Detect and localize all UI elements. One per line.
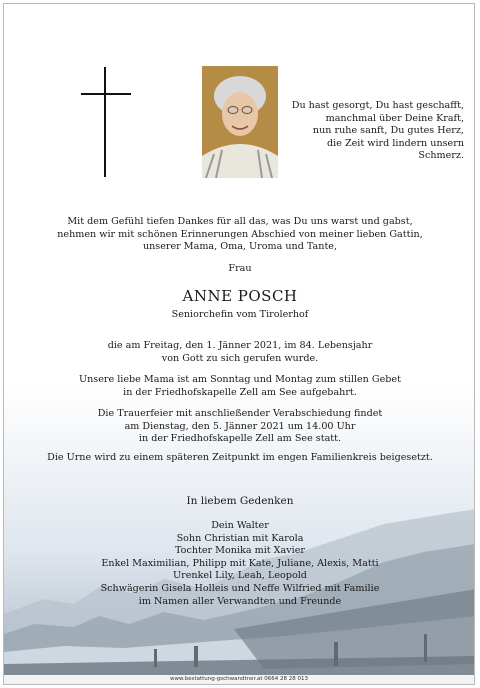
poem-line: manchmal über Deine Kraft, <box>325 112 464 124</box>
prayer-line: Unsere liebe Mama ist am Sonntag und Montag zum stillen Gebet <box>79 374 401 385</box>
portrait-photo <box>202 66 278 178</box>
prayer-line: in der Friedhofskapelle Zell am See aufgebahrt. <box>123 386 357 398</box>
deceased-name: ANNE POSCH <box>182 287 298 305</box>
family-line: Enkel Maximilian, Philipp mit Kate, Juliane, Alexis, Matti <box>101 557 379 569</box>
salutation: Frau <box>228 263 252 274</box>
intro-line: Mit dem Gefühl tiefen Dankes für all das, was Du uns warst und gabst, <box>67 216 413 227</box>
poem-line: nun ruhe sanft, Du gutes Herz, <box>312 125 464 137</box>
intro-line: nehmen wir mit schönen Erinnerungen Abschied von meiner lieben Gattin, <box>57 228 423 240</box>
footer-contact: www.bestattung-gschwandtner.at 0664 28 28 013 <box>4 675 474 684</box>
family-list <box>4 520 475 608</box>
family-line: Dein Walter <box>211 520 269 531</box>
funeral-line: Die Trauerfeier mit anschließender Verabschiedung findet <box>97 408 383 419</box>
family-line: Schwägerin Gisela Holleis und Neffe Wilfried mit Familie <box>100 582 380 594</box>
family-line: Sohn Christian mit Karola <box>176 532 304 544</box>
poem-line: Du hast gesorgt, Du hast geschafft, <box>291 100 464 111</box>
funeral-line: am Dienstag, den 5. Jänner 2021 um 14.00 Uhr <box>124 420 356 432</box>
funeral-line: in der Friedhofskapelle Zell am See statt. <box>138 433 342 445</box>
poem-line: die Zeit wird lindern unsern Schmerz. <box>327 137 464 162</box>
urn-notice: Die Urne wird zu einem späteren Zeitpunkt im engen Familienkreis beigesetzt. <box>47 452 433 463</box>
deceased-subtitle: Seniorchefin vom Tirolerhof <box>171 309 309 320</box>
intro-line: unserer Mama, Oma, Uroma und Tante, <box>142 241 338 253</box>
poem <box>284 100 464 163</box>
intro-text <box>4 216 475 254</box>
death-notice <box>4 340 475 365</box>
portrait-image <box>202 66 278 178</box>
family-line: Urenkel Lily, Leah, Leopold <box>173 570 307 582</box>
death-line: von Gott zu sich gerufen wurde. <box>161 352 319 364</box>
funeral-notice <box>4 408 475 446</box>
family-line: im Namen aller Verwandten und Freunde <box>138 595 342 607</box>
prayer-notice <box>4 374 475 399</box>
family-line: Tochter Monika mit Xavier <box>175 545 305 557</box>
death-line: die am Freitag, den 1. Jänner 2021, im 84. Lebensjahr <box>107 340 373 351</box>
cross-icon <box>81 67 131 177</box>
obituary-card <box>3 3 475 685</box>
gedenken-heading: In liebem Gedenken <box>186 495 294 507</box>
